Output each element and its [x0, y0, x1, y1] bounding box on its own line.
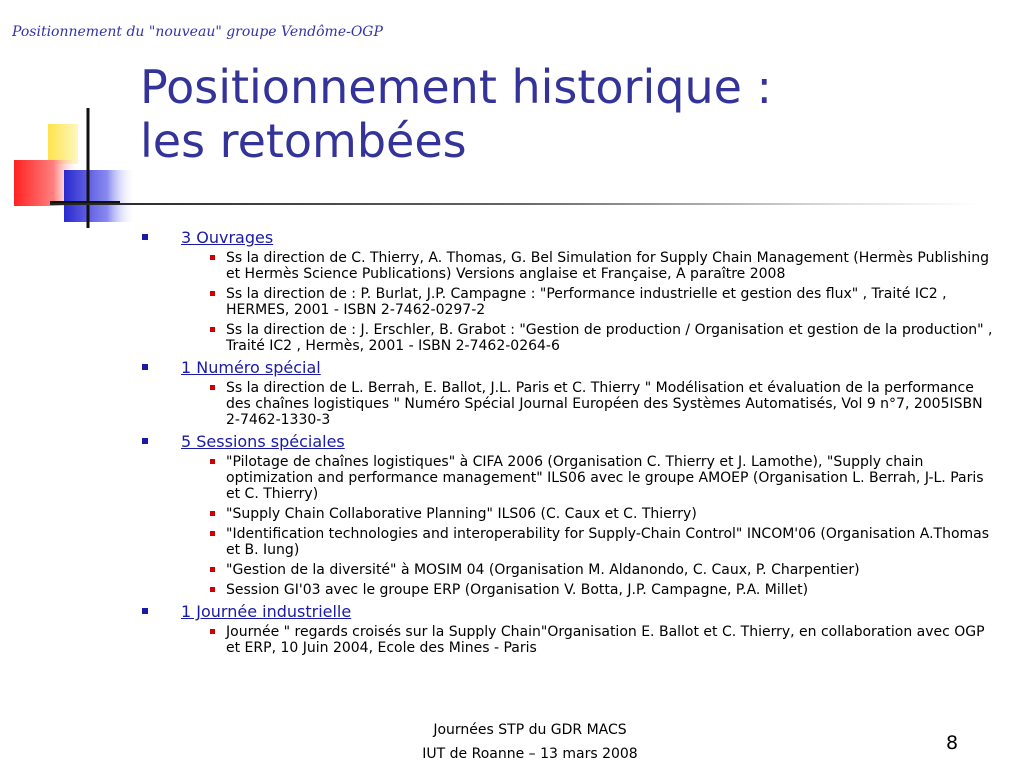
- sub-bullet: [210, 629, 215, 634]
- section-numero-special: [142, 358, 1000, 428]
- list-item: "Pilotage de chaînes logistiques" à CIFA 2006 (Organisation C. Thierry et J. Lamothe), "Supply chain optimization and performance management" ILS06 avec le groupe AMOEP (Organisation L. Berrah, J-L. Paris et C. Thierry): [181, 454, 1000, 502]
- section-label-numero-special[interactable]: 1 Numéro spécial: [181, 358, 321, 377]
- sub-bullet: [210, 385, 215, 390]
- list-item: Ss la direction de : P. Burlat, J.P. Campagne : "Performance industrielle et gestion des flux" , Traité IC2 , HERMES, 2001 - ISBN 2-7462-0297-2: [181, 286, 1000, 318]
- title-line-2: les retombées: [140, 114, 467, 168]
- page-number: 8: [946, 732, 959, 754]
- section-label-journee-industrielle[interactable]: 1 Journée industrielle: [181, 602, 352, 621]
- section-label-ouvrages[interactable]: 3 Ouvrages: [181, 228, 274, 247]
- footer: [380, 718, 680, 766]
- footer-line-1: Journées STP du GDR MACS: [433, 722, 627, 738]
- sub-bullet: [210, 567, 215, 572]
- section-journee-industrielle: [142, 602, 1000, 656]
- list-item: Journée " regards croisés sur la Supply Chain"Organisation E. Ballot et C. Thierry, en collaboration avec OGP et ERP, 10 Juin 2004, Ecole des Mines - Paris: [181, 624, 1000, 656]
- list-item: Ss la direction de C. Thierry, A. Thomas, G. Bel Simulation for Supply Chain Management (Hermès Publishing et Hermès Science Publications) Versions anglaise et Française, A paraître 2008: [181, 250, 1000, 282]
- list-item: Ss la direction de L. Berrah, E. Ballot, J.L. Paris et C. Thierry " Modélisation et évaluation de la performance des chaînes logistiques " Numéro Spécial Journal Européen des Systèmes Automatisés, Vol 9 n°7, 2005ISBN 2-7462-1330-3: [181, 380, 1000, 428]
- bullet-square: [142, 364, 148, 370]
- sub-bullet: [210, 531, 215, 536]
- list-item: "Supply Chain Collaborative Planning" ILS06 (C. Caux et C. Thierry): [181, 506, 1000, 522]
- section-label-sessions-speciales[interactable]: 5 Sessions spéciales: [181, 432, 345, 451]
- list-item: "Gestion de la diversité" à MOSIM 04 (Organisation M. Aldanondo, C. Caux, P. Charpentier): [181, 562, 1000, 578]
- header-note: Positionnement du "nouveau" groupe Vendôme-OGP: [12, 24, 383, 40]
- bullet-square: [142, 234, 148, 240]
- sub-bullet: [210, 511, 215, 516]
- bullet-square: [142, 608, 148, 614]
- sub-bullet: [210, 255, 215, 260]
- title-divider: [50, 203, 980, 205]
- sub-bullet: [210, 327, 215, 332]
- section-ouvrages: [142, 228, 1000, 354]
- list-item: "Identification technologies and interoperability for Supply-Chain Control" INCOM'06 (Organisation A.Thomas et B. Iung): [181, 526, 1000, 558]
- sub-bullet: [210, 459, 215, 464]
- section-sessions-speciales: [142, 432, 1000, 598]
- list-item: Session GI'03 avec le groupe ERP (Organisation V. Botta, J.P. Campagne, P.A. Millet): [181, 582, 1000, 598]
- bullet-square: [142, 438, 148, 444]
- list-item: Ss la direction de : J. Erschler, B. Grabot : "Gestion de production / Organisation et gestion de la production" , Traité IC2 , Hermès, 2001 - ISBN 2-7462-0264-6: [181, 322, 1000, 354]
- sub-bullet: [210, 587, 215, 592]
- footer-line-2: IUT de Roanne – 13 mars 2008: [422, 746, 638, 762]
- bullet-content: [142, 228, 1000, 660]
- sub-bullet: [210, 291, 215, 296]
- slide-title: [140, 60, 772, 168]
- title-line-1: Positionnement historique :: [140, 60, 773, 114]
- decorative-logo: [0, 100, 140, 230]
